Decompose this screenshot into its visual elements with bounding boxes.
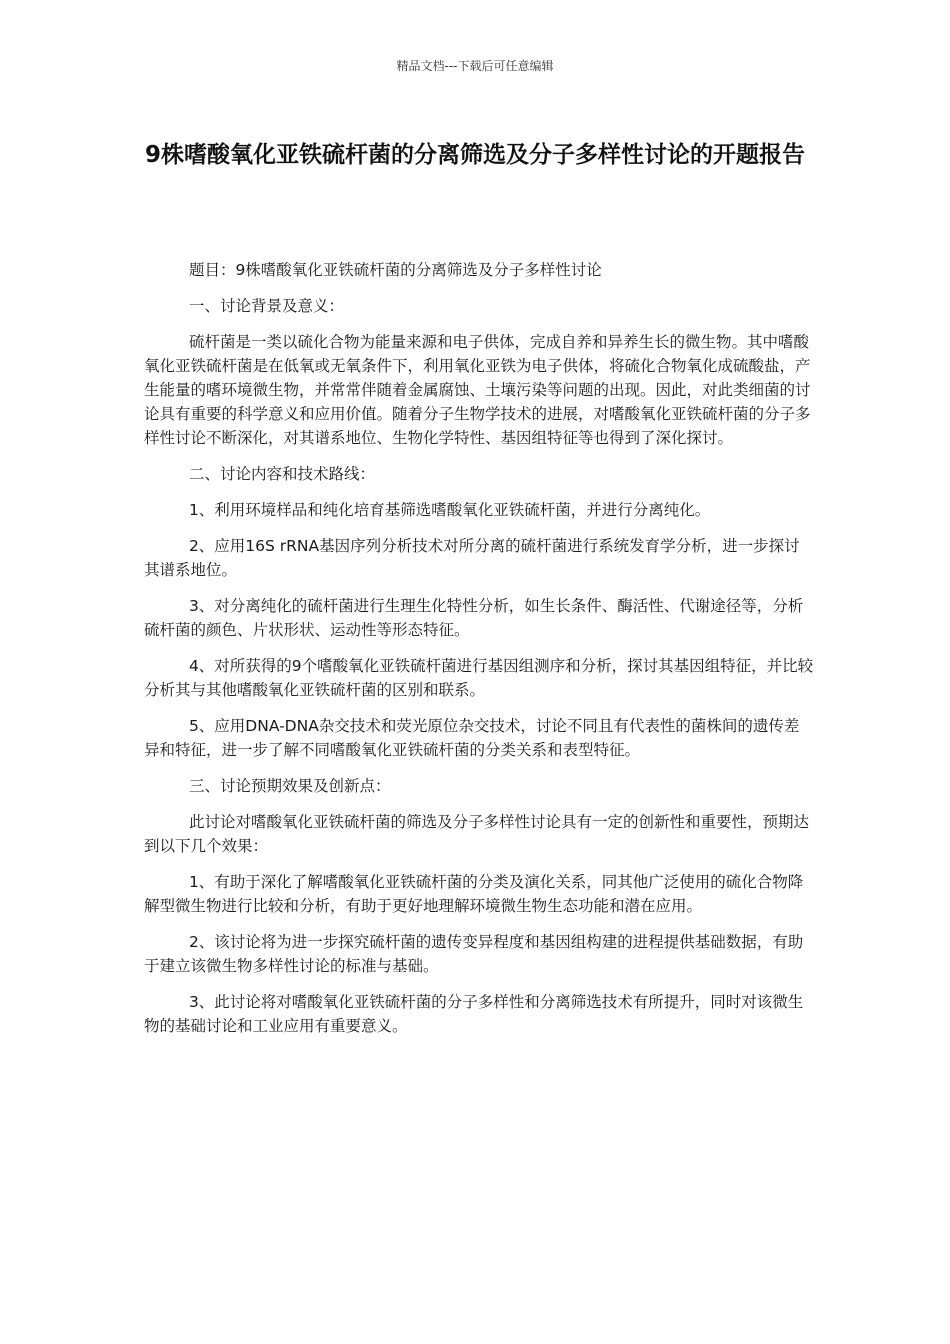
- document-title: 9株嗜酸氧化亚铁硫杆菌的分离筛选及分子多样性讨论的开题报告: [144, 142, 805, 168]
- topic-line: 题目：9株嗜酸氧化亚铁硫杆菌的分离筛选及分子多样性讨论: [188, 261, 602, 279]
- section-heading-outcomes: 三、讨论预期效果及创新点：: [188, 777, 391, 795]
- outcomes-intro: 此讨论对嗜酸氧化亚铁硫杆菌的筛选及分子多样性讨论具有一定的创新性和重要性，预期达到以下几个效果：: [144, 813, 809, 855]
- content-item-5: 5、应用DNA-DNA杂交技术和荧光原位杂交技术，讨论不同且有代表性的菌株间的遗传差异和特征，进一步了解不同嗜酸氧化亚铁硫杆菌的分类关系和表型特征。: [144, 717, 800, 759]
- content-item-3: 3、对分离纯化的硫杆菌进行生理生化特性分析，如生长条件、酶活性、代谢途径等，分析硫杆菌的颜色、片状形状、运动性等形态特征。: [144, 597, 804, 639]
- section-heading-background: 一、讨论背景及意义：: [188, 297, 344, 315]
- content-item-4: 4、对所获得的9个嗜酸氧化亚铁硫杆菌进行基因组测序和分析，探讨其基因组特征，并比较分析其与其他嗜酸氧化亚铁硫杆菌的区别和联系。: [144, 657, 814, 699]
- section-heading-content: 二、讨论内容和技术路线：: [188, 465, 375, 483]
- outcome-item-2: 2、该讨论将为进一步探究硫杆菌的遗传变异程度和基因组构建的进程提供基础数据，有助于建立该微生物多样性讨论的标准与基础。: [144, 933, 804, 975]
- header-note: 精品文档---下载后可任意编辑: [396, 59, 554, 73]
- outcome-item-3: 3、此讨论将对嗜酸氧化亚铁硫杆菌的分子多样性和分离筛选技术有所提升，同时对该微生物的基础讨论和工业应用有重要意义。: [144, 993, 804, 1035]
- document-body: [144, 258, 814, 1050]
- content-item-1: 1、利用环境样品和纯化培育基筛选嗜酸氧化亚铁硫杆菌，并进行分离纯化。: [188, 501, 711, 519]
- content-item-2: 2、应用16S rRNA基因序列分析技术对所分离的硫杆菌进行系统发育学分析，进一步探讨其谱系地位。: [144, 537, 800, 579]
- outcome-item-1: 1、有助于深化了解嗜酸氧化亚铁硫杆菌的分类及演化关系，同其他广泛使用的硫化合物降解型微生物进行比较和分析，有助于更好地理解环境微生物生态功能和潜在应用。: [144, 873, 804, 915]
- background-paragraph: 硫杆菌是一类以硫化合物为能量来源和电子供体，完成自养和异养生长的微生物。其中嗜酸氧化亚铁硫杆菌是在低氧或无氧条件下，利用氧化亚铁为电子供体，将硫化合物氧化成硫酸盐，产生能量的嗜环境微生物，并常常伴随着金属腐蚀、土壤污染等问题的出现。因此，对此类细菌的讨论具有重要的科学意义和应用价值。随着分子生物学技术的进展，对嗜酸氧化亚铁硫杆菌的分子多样性讨论不断深化，对其谱系地位、生物化学特性、基因组特征等也得到了深化探讨。: [144, 333, 811, 447]
